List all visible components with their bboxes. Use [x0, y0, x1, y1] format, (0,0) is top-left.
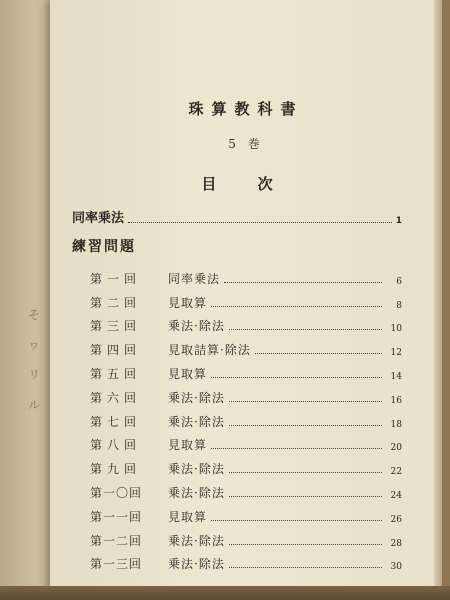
lesson-title: 乗法·除法 — [168, 462, 225, 477]
page-edge-shadow — [434, 0, 442, 600]
lesson-page: 30 — [390, 562, 402, 573]
lesson-page: 26 — [390, 514, 402, 525]
dot-leader — [211, 377, 382, 378]
dot-leader — [211, 306, 382, 307]
lesson-page: 10 — [390, 324, 402, 335]
lesson-number: 第一二回 — [90, 533, 143, 548]
lesson-title: 見取算 — [168, 366, 208, 381]
dot-leader — [229, 329, 382, 330]
section-heading: 練習問題 — [72, 239, 136, 255]
lesson-page: 28 — [390, 538, 402, 549]
dot-leader — [224, 282, 382, 283]
lesson-page: 8 — [396, 300, 402, 311]
lesson-entry[interactable] — [90, 549, 402, 573]
toc-heading: 目 次 — [201, 175, 291, 193]
lesson-page: 6 — [396, 276, 402, 287]
lesson-page: 16 — [390, 395, 402, 406]
lesson-number: 第八回 — [90, 438, 142, 453]
lesson-entry[interactable] — [90, 406, 402, 430]
lesson-title: 乗法·除法 — [168, 533, 225, 548]
lesson-entry[interactable] — [90, 453, 402, 477]
dot-leader — [229, 567, 382, 568]
lesson-entry[interactable] — [90, 501, 402, 525]
lesson-title: 見取詰算·除法 — [168, 343, 251, 358]
lesson-number: 第二回 — [90, 295, 142, 310]
dot-leader — [211, 448, 382, 449]
lesson-title: 見取算 — [168, 438, 208, 453]
dot-leader — [255, 353, 382, 354]
lesson-title: 同率乗法 — [168, 271, 221, 286]
lesson-title: 乗法·除法 — [168, 319, 225, 334]
dot-leader — [229, 425, 382, 426]
lesson-number: 第五回 — [90, 366, 142, 381]
lesson-page: 18 — [390, 419, 402, 430]
toc-entry-label: 同率乗法 — [72, 211, 125, 226]
lesson-list — [90, 263, 402, 572]
lesson-entry[interactable] — [90, 358, 402, 382]
lesson-title: 見取算 — [168, 295, 208, 310]
bleed-mark: ル — [28, 398, 41, 412]
contents-page — [50, 0, 442, 600]
lesson-number: 第一一回 — [90, 509, 143, 524]
lesson-entry[interactable] — [90, 334, 402, 358]
lesson-title: 乗法·除法 — [168, 414, 225, 429]
dot-leader — [229, 472, 382, 473]
lesson-number: 第三回 — [90, 319, 142, 334]
dot-leader — [229, 496, 382, 497]
lesson-page: 24 — [390, 490, 402, 501]
lesson-number: 第一三回 — [90, 557, 143, 572]
lesson-title: 見取算 — [168, 509, 208, 524]
lesson-title: 乗法·除法 — [168, 557, 225, 572]
lesson-entry[interactable] — [90, 287, 402, 311]
bleed-mark: リ — [28, 368, 41, 382]
toc-main-entry[interactable] — [72, 207, 402, 226]
lesson-number: 第一〇回 — [90, 485, 143, 500]
toc-entry-page: 1 — [395, 216, 402, 226]
lesson-entry[interactable] — [90, 382, 402, 406]
lesson-entry[interactable] — [90, 263, 402, 287]
lesson-entry[interactable] — [90, 477, 402, 501]
book-bottom-edge — [0, 586, 450, 600]
volume-number: 5 巻 — [228, 137, 264, 151]
lesson-page: 20 — [390, 443, 402, 454]
dot-leader — [211, 520, 382, 521]
lesson-title: 乗法·除法 — [168, 390, 225, 405]
lesson-entry[interactable] — [90, 311, 402, 335]
lesson-number: 第七回 — [90, 414, 142, 429]
bleed-mark: そ — [28, 308, 41, 322]
lesson-entry[interactable] — [90, 430, 402, 454]
lesson-entry[interactable] — [90, 525, 402, 549]
dot-leader — [229, 401, 382, 402]
lesson-page: 12 — [390, 348, 402, 359]
lesson-number: 第六回 — [90, 390, 142, 405]
bleed-mark: ヮ — [28, 338, 41, 352]
lesson-title: 乗法·除法 — [168, 485, 225, 500]
lesson-page: 14 — [390, 371, 402, 382]
lesson-number: 第一回 — [90, 271, 142, 286]
lesson-number: 第四回 — [90, 343, 142, 358]
lesson-number: 第九回 — [90, 462, 142, 477]
lesson-page: 22 — [390, 467, 402, 478]
dot-leader — [229, 544, 382, 545]
book-title: 珠算教科書 — [188, 100, 304, 118]
dot-leader — [128, 222, 392, 223]
